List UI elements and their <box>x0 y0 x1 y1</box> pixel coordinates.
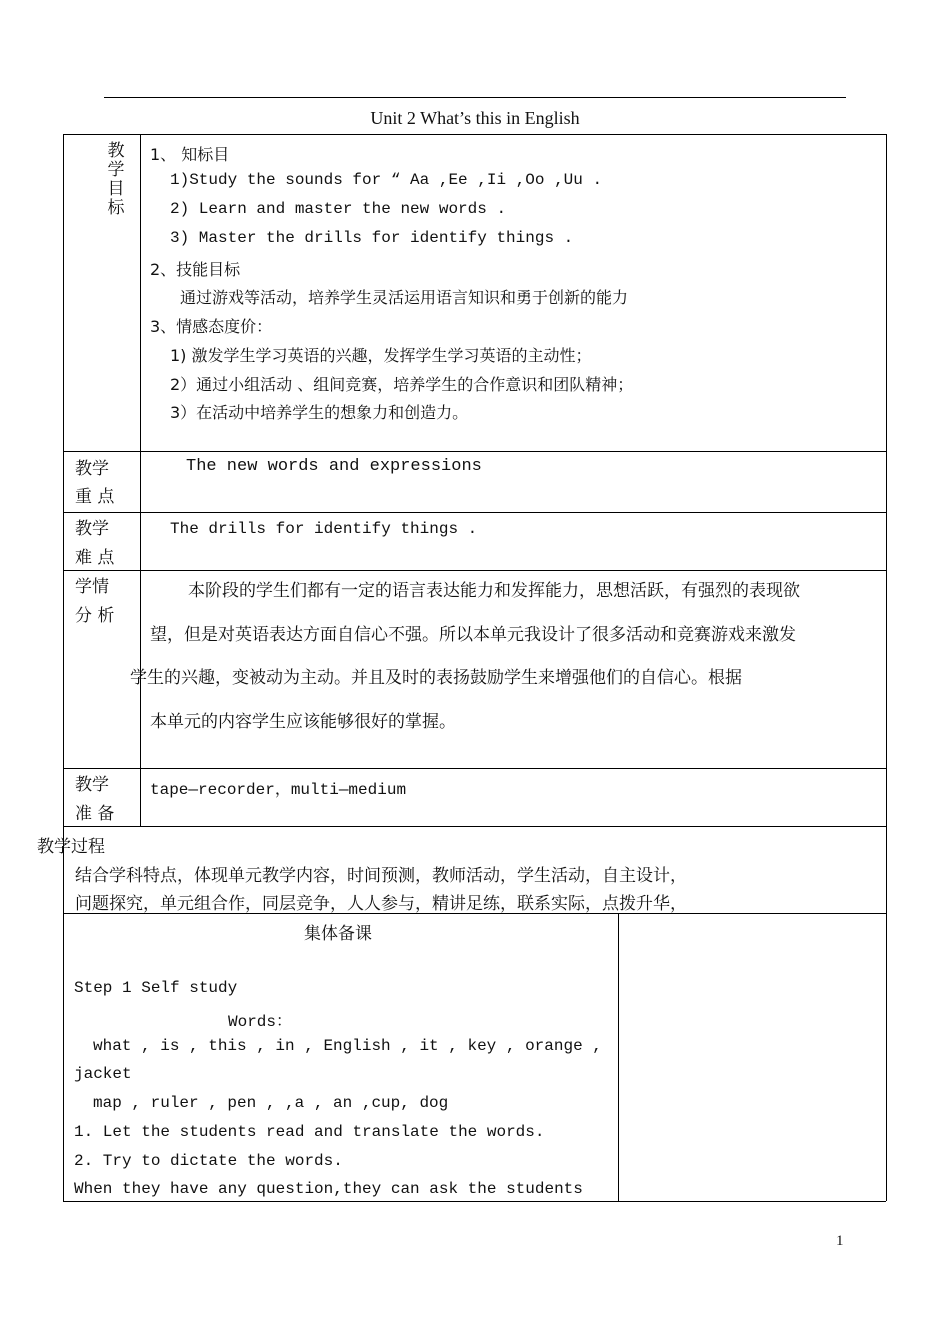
lesson-heading: 集体备课 <box>304 924 372 944</box>
row-divider <box>63 512 886 513</box>
table-top-border <box>63 134 886 135</box>
lesson-line: map , ruler , pen , ,a , an ,cup, dog <box>93 1094 449 1112</box>
objective-attitude-heading: 3、情感态度价： <box>150 317 273 336</box>
lesson-words-heading: Words： <box>228 1013 293 1031</box>
table-bottom-border <box>63 1201 886 1202</box>
key-points-label: 教学 <box>75 459 109 479</box>
objective-line: 3）在活动中培养学生的想象力和创造力。 <box>170 403 469 422</box>
lesson-line: what , is , this , in , English , it , key , orange , <box>93 1037 602 1055</box>
table-right-border <box>886 134 887 1201</box>
objectives-label: 教学目标 <box>107 141 125 218</box>
process-line: 问题探究，单元组合作，同层竞争，人人参与，精讲足练，联系实际，点拨升华， <box>75 894 687 914</box>
row-divider <box>63 451 886 452</box>
analysis-label: 分 析 <box>75 606 115 626</box>
objective-line: 2）通过小组活动 、组间竞赛，培养学生的合作意识和团队精神； <box>170 375 634 394</box>
difficult-points-text: The drills for identify things . <box>170 520 478 538</box>
objective-line: 2) Learn and master the new words . <box>170 200 507 218</box>
objective-line: 3) Master the drills for identify things . <box>170 229 574 247</box>
objective-line: 1)Study the sounds for “ Aa ,Ee ,Ii ,Oo ,Uu . <box>170 171 603 189</box>
preparation-text: tape—recorder，multi—medium <box>150 781 407 799</box>
process-label: 教学过程 <box>37 837 105 857</box>
lesson-step-title: Step 1 Self study <box>74 979 238 997</box>
analysis-line: 本阶段的学生们都有一定的语言表达能力和发挥能力，思想活跃，有强烈的表现欲 <box>188 581 800 601</box>
label-column-divider <box>140 134 141 826</box>
analysis-line: 望，但是对英语表达方面自信心不强。所以本单元我设计了很多活动和竞赛游戏来激发 <box>150 625 796 645</box>
row-divider <box>63 570 886 571</box>
lesson-line: 2. Try to dictate the words. <box>74 1152 343 1170</box>
lesson-column-divider <box>618 913 619 1201</box>
row-divider <box>63 826 886 827</box>
key-points-label: 重 点 <box>75 487 115 507</box>
difficult-points-label: 难 点 <box>75 548 115 568</box>
analysis-label: 学情 <box>75 577 109 597</box>
lesson-line: When they have any question,they can ask the students <box>74 1180 583 1198</box>
objective-skill-heading: 2、技能目标 <box>150 260 241 279</box>
page-title: Unit 2 What’s this in English <box>370 108 580 128</box>
objective-line: 通过游戏等活动，培养学生灵活运用语言知识和勇于创新的能力 <box>180 288 629 307</box>
objective-knowledge-heading: 1、 知标目 <box>150 145 230 164</box>
row-divider <box>63 768 886 769</box>
page-number: 1 <box>836 1233 844 1249</box>
table-left-border <box>63 134 64 1201</box>
lesson-line: 1. Let the students read and translate the words. <box>74 1123 545 1141</box>
analysis-line: 学生的兴趣，变被动为主动。并且及时的表扬鼓励学生来增强他们的自信心。根据 <box>130 668 742 688</box>
key-points-text: The new words and expressions <box>186 457 482 476</box>
header-rule <box>104 97 846 98</box>
preparation-label: 准 备 <box>75 804 115 824</box>
process-line: 结合学科特点，体现单元教学内容，时间预测，教师活动，学生活动，自主设计， <box>75 866 687 886</box>
difficult-points-label: 教学 <box>75 519 109 539</box>
analysis-line: 本单元的内容学生应该能够很好的掌握。 <box>150 712 456 732</box>
lesson-line: jacket <box>74 1065 132 1083</box>
objective-line: 1) 激发学生学习英语的兴趣，发挥学生学习英语的主动性； <box>170 346 592 365</box>
preparation-label: 教学 <box>75 775 109 795</box>
